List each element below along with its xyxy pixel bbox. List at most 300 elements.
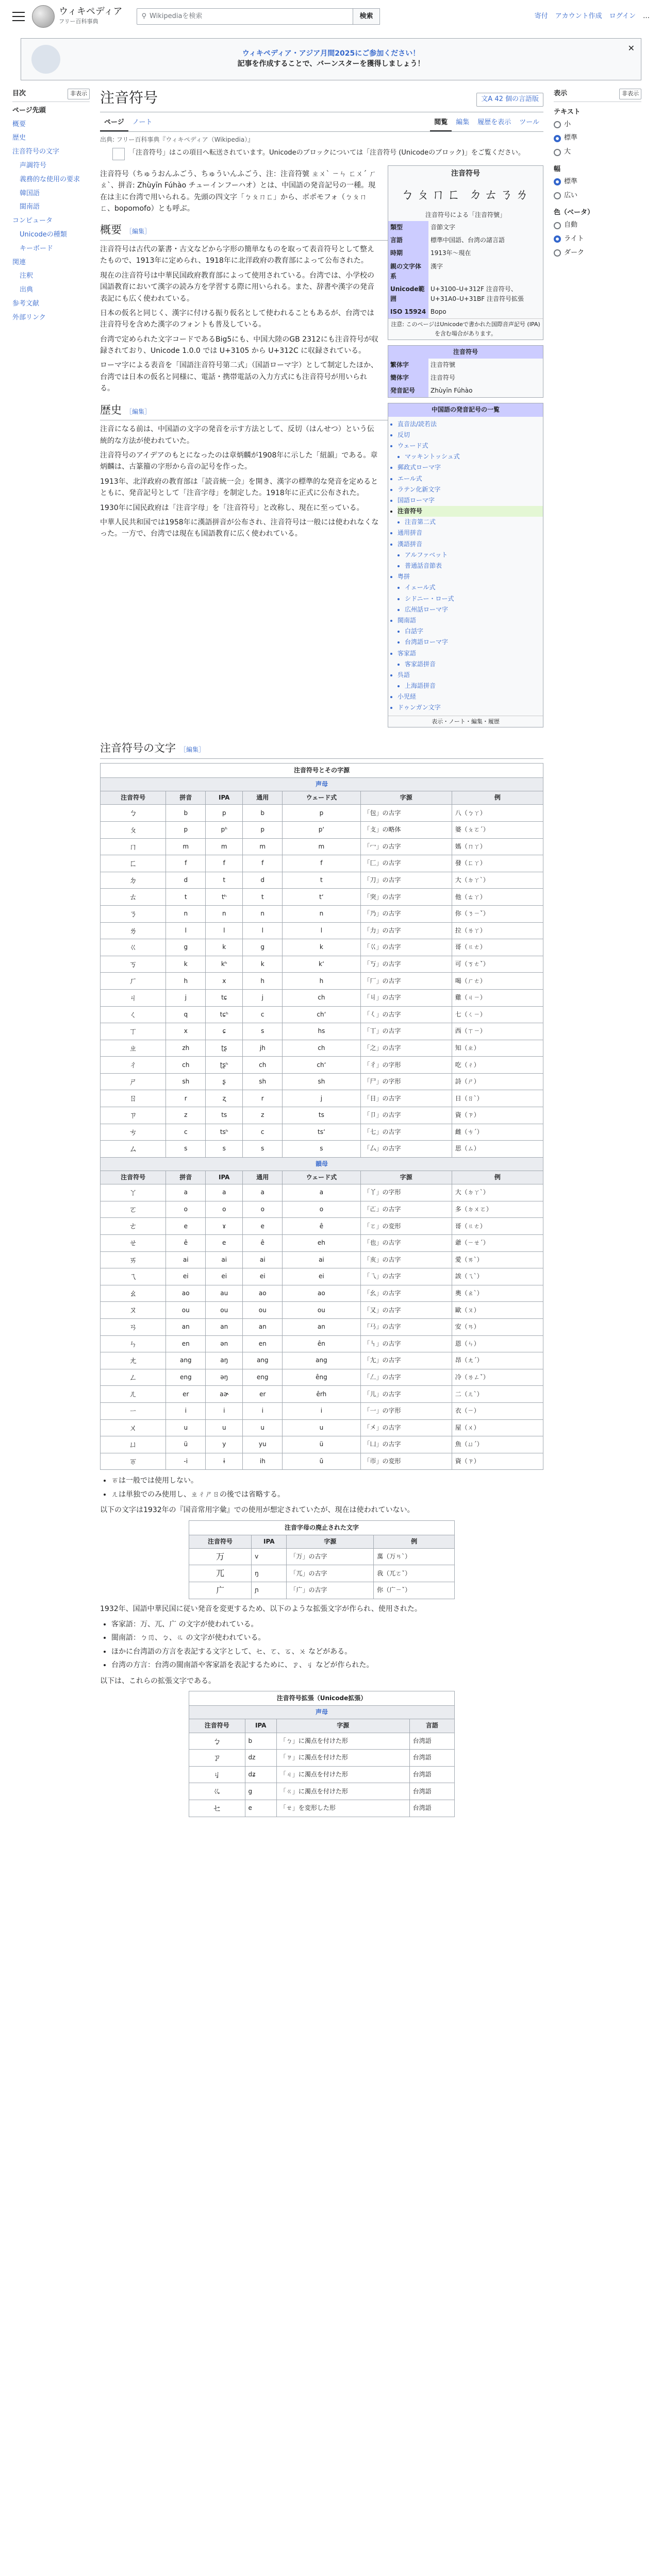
appearance-option[interactable] [554,218,641,232]
edit-link[interactable]: ［編集］ [126,228,151,235]
table-cell: m [166,838,206,855]
bopomofo-table [100,763,543,1470]
table-cell: 「𠃑」の古字 [360,1335,452,1352]
series-item[interactable]: • 客家語 [398,648,543,659]
infobox-glyphs: ㄅㄆㄇㄈ ㄉㄊㄋㄌ [400,187,531,203]
table-cell: 雞（ㄐㄧ） [452,989,543,1006]
series-item[interactable]: • 広州話ローマ字 [405,604,543,615]
appearance-option[interactable] [554,131,641,145]
infobox-small-row [388,359,543,371]
logo-title: ウィキペディア [59,6,123,18]
table-cell: 「也」の古字 [360,1235,452,1252]
appearance-option[interactable] [554,118,641,132]
series-item[interactable]: • 呉語 [398,670,543,681]
table-cell: d [243,872,283,889]
toc-item[interactable]: コンピュータ [12,217,53,225]
table-cell: ㄥ [101,1369,166,1386]
table-caption: 注音字母の廃止された文字 [189,1520,455,1535]
series-item[interactable]: • 漢語拼音 [398,539,543,550]
page-title-bar [100,87,543,112]
infobox-value: 漢字 [431,262,443,270]
series-item[interactable]: • 郵政式ローマ字 [398,462,543,473]
table-cell: e [166,1218,206,1235]
table-cell: n [243,905,283,922]
table-cell: ㄅ [101,805,166,822]
appearance-option[interactable] [554,189,641,203]
table-cell: sh [166,1073,206,1090]
table-cell: au [206,1285,243,1302]
series-item[interactable]: • 粤拼 [398,571,543,582]
table-cell: ou [283,1302,360,1319]
table-cell: 「㐅」の古字 [360,1419,452,1436]
table-cell: ai [206,1251,243,1268]
table-cell: z [243,1107,283,1124]
table-cell: ㄚ [101,1184,166,1201]
table-group-row [189,1706,455,1719]
infobox-row [388,306,543,318]
appearance-group-label: テキスト [554,108,581,116]
infobox-value: 音節文字 [431,223,456,231]
table-cell: eng [166,1369,206,1386]
table-cell: i [243,1402,283,1419]
table-row [101,1268,543,1285]
tab-edit[interactable]: 編集 [456,118,470,126]
table-cell: l [243,922,283,939]
table-cell: 「𢎘」の古字 [360,1318,452,1335]
radio-icon[interactable] [554,192,561,199]
appearance-option[interactable] [554,246,641,260]
table-cell: əŋ [206,1369,243,1386]
column-header: 拼音 [166,791,206,805]
table-cell: 台湾語 [409,1750,454,1767]
note-item: • ㄭは一般では使用しない。 [111,1474,543,1487]
table-cell: ih [243,1453,283,1470]
table-cell: t [206,872,243,889]
translate-icon: 文A [481,95,495,103]
table-cell: 你（ㄬㄧˇ） [374,1582,455,1599]
appearance-option[interactable] [554,232,641,246]
paragraph: 注音になる前は、中国語の文字の発音を示す方法として、反切（はんせつ）という伝統的な方法が使われていた。 [100,425,374,445]
column-header: 例 [452,791,543,805]
table-group-label[interactable]: 声母 [189,1706,455,1719]
language-button[interactable] [476,93,543,107]
table-cell: aŋ [206,1352,243,1369]
toc-item[interactable]: 歴史 [12,134,26,142]
table-cell: pʰ [206,821,243,838]
radio-icon[interactable] [554,249,561,257]
site-logo[interactable] [32,5,122,28]
appearance-option-label: 大 [564,148,571,156]
infobox-key: 言語 [388,234,428,247]
table-cell: kʰ [206,956,243,973]
table-cell: g [245,1783,276,1800]
appearance-option-label: 標準 [564,134,578,142]
toc-item[interactable]: 韓国語 [20,189,40,197]
table-cell: c [243,1006,283,1023]
login-link[interactable]: ログイン [609,12,636,20]
infobox-row [388,221,543,234]
table-cell: i [166,1402,206,1419]
table-cell: jh [243,1040,283,1057]
table-cell: ㄘ [101,1124,166,1141]
paragraph: 注音符号は古代の篆書・古文などから字形の簡単なものを取って表音符号として整えたもので、1913年に定められ、1918年に北洋政府の教育部によって公布された。 [100,245,374,265]
series-item[interactable]: • 客家語拼音 [405,659,543,670]
paragraph: 現在の注音符号は中華民国政府教育部によって使用されている。台湾では、小学校の国語教育において漢字の読み方を学習する際に用いられる。また、辞書や漢字の発音表記にも広く使われている。 [100,271,374,303]
table-row [101,1302,543,1319]
table-cell: tsʰ [206,1124,243,1141]
table-cell: ei [206,1268,243,1285]
infobox-small-row [388,371,543,384]
table-cell: p [243,821,283,838]
table-cell: ən [206,1335,243,1352]
series-footer[interactable]: 表示・ノート・編集・履歴 [388,716,543,727]
table-cell: m [206,838,243,855]
table-cell: r [243,1090,283,1107]
table-cell: 「丅」の古字 [360,1023,452,1040]
edit-link[interactable]: ［編集］ [180,746,205,754]
table-cell: ai [243,1251,283,1268]
infobox-small-value: Zhùyīn Fúhào [431,387,473,395]
infobox-key: ISO 15924 [388,306,428,318]
more-icon[interactable]: … [643,12,650,20]
radio-icon[interactable] [554,235,561,243]
table-cell: er [243,1386,283,1403]
infobox-caption: 注音符号による「注音符號」 [425,211,506,218]
table-cell: ê [283,1218,360,1235]
table-caption: 注音符号とその字源 [101,763,543,777]
table-row [101,1201,543,1218]
series-item[interactable]: • 閩南語 [398,615,543,626]
infobox-small-title: 注音符号 [388,346,543,359]
column-header: 字源 [276,1719,409,1733]
user-links [535,11,650,22]
table-cell: s [243,1141,283,1158]
table-header-row [189,1535,455,1548]
infobox-row [388,234,543,247]
table-cell: 「厂」の古字 [360,973,452,990]
table-cell: r [166,1090,206,1107]
table-cell: ɲ [252,1582,287,1599]
table-cell: p [166,821,206,838]
search-input[interactable] [137,8,353,25]
table-cell: ɨ [206,1453,243,1470]
series-item[interactable]: • 注音符号 [398,506,543,517]
table-cell: a [166,1184,206,1201]
toc-item[interactable]: 関連 [12,258,26,266]
table-cell: m [283,838,360,855]
appearance-option[interactable] [554,175,641,189]
series-item[interactable]: • 国語ローマ字 [398,495,543,506]
column-header: 字源 [360,1171,452,1184]
appearance-header [554,87,641,102]
series-item[interactable]: • アルファベット [405,550,543,561]
table-cell: 「𡿨」の古字 [360,1006,452,1023]
infobox-value: 標準中国語、台湾の諸言語 [431,236,505,244]
infobox-small-value: 注音符号 [431,374,456,382]
table-header-row [189,1719,455,1733]
table-cell: ㄇ [101,838,166,855]
table-cell: m [243,838,283,855]
toc-title: 目次 [12,90,26,97]
toc-item[interactable]: 注音符号の文字 [12,148,60,156]
series-item[interactable]: • ラテン化新文字 [398,484,543,495]
series-item[interactable]: • 反切 [398,430,543,440]
page-source: 出典: フリー百科事典『ウィキペディア（Wikipedia）』 [100,135,254,143]
table-cell: ɤ [206,1218,243,1235]
table-cell: n [283,905,360,922]
table-row [101,1184,543,1201]
toc-item[interactable]: 概要 [12,120,26,128]
toc-list [12,102,90,325]
page-title: 注音符号 [100,89,158,106]
column-header: IPA [245,1719,276,1733]
table-cell: e [245,1800,276,1817]
table-row [101,1141,543,1158]
table-cell: ㆤ [189,1800,245,1817]
table-cell: dz [245,1750,276,1767]
table-cell: ê [166,1235,206,1252]
table-cell: 「帀」の変形 [360,1453,452,1470]
tab-talk[interactable]: ノート [132,118,153,126]
table-cell: y [206,1436,243,1453]
table-row [101,939,543,956]
table-cell: ch [243,1057,283,1074]
table-header-row [101,791,543,805]
table-cell: 「之」の古字 [360,1040,452,1057]
table-cell: ŭ [283,1453,360,1470]
tab-page[interactable]: ページ [100,115,128,131]
table-cell: a [243,1184,283,1201]
search-placeholder: Wikipediaを検索 [150,12,203,20]
table-cell: a [206,1184,243,1201]
table-cell: b [166,805,206,822]
paragraph: 日本の仮名と同じく、漢字に付ける振り仮名として使われることもあるが、台湾では注音符号を含めた漢字のフォントも普及している。 [100,309,374,329]
table-cell: 「丩」の古字 [360,989,452,1006]
table-cell: ʈʂ [206,1040,243,1057]
table-cell: 「乃」の古字 [360,905,452,922]
table-cell: ㄑ [101,1006,166,1023]
radio-icon[interactable] [554,222,561,229]
table-cell: hs [283,1023,360,1040]
table-cell: sh [283,1073,360,1090]
infobox-row [388,247,543,260]
table-row [101,1006,543,1023]
hamburger-icon[interactable] [12,10,25,23]
table-cell: ㆠ [189,1733,245,1750]
table-row [189,1783,455,1800]
toc-item[interactable]: 閩南語 [20,203,40,211]
table-cell: 大（ㄉㄚˋ） [452,1184,543,1201]
logo-subtitle: フリー百科事典 [59,18,98,25]
table-cell: tɕʰ [206,1006,243,1023]
globe-logo-icon [32,5,55,28]
series-item[interactable]: • ウェード式 [398,440,543,451]
table-cell: 拉（ㄌㄚ） [452,922,543,939]
table-cell: 哥（ㄍㄜ） [452,1218,543,1235]
toc-hide-button[interactable]: 非表示 [68,89,90,99]
appearance-panel [554,87,641,1821]
table-row [101,1402,543,1419]
appearance-option-label: 自動 [564,221,578,229]
table-row [101,1235,543,1252]
table-cell: 「𠀀」の古字 [360,1201,452,1218]
table-cell: 「ㄅ」に濁点を付けた形 [276,1733,409,1750]
table-cell: o [283,1201,360,1218]
table-caption: 注音符号拡張（Unicode拡張） [189,1691,455,1706]
toc-item[interactable]: 外部リンク [12,313,46,321]
tab-read[interactable]: 閲覧 [430,115,452,131]
appearance-option[interactable] [554,145,641,159]
table-cell: 冷（ㄌㄥˇ） [452,1369,543,1386]
table-row [189,1565,455,1582]
table-cell: ʂ [206,1073,243,1090]
infobox-row [388,260,543,283]
table-cell: sh [243,1073,283,1090]
table-cell: êrh [283,1386,360,1403]
series-item[interactable]: • 普通話音節表 [405,561,543,571]
table-group-label[interactable]: 韻母 [101,1157,543,1171]
table-row [101,1073,543,1090]
column-header: IPA [206,791,243,805]
table-cell: u [243,1419,283,1436]
table-cell: ㄨ [101,1419,166,1436]
search-button[interactable]: 検索 [353,8,379,25]
radio-icon[interactable] [554,121,561,128]
infobox-small-row [388,384,543,397]
table-cell: l [206,922,243,939]
table-cell: h [243,973,283,990]
table-cell: z [166,1107,206,1124]
table-cell: 「攴」の略体 [360,821,452,838]
note-item: • ㄦは単独でのみ使用し、ㄓㄔㄕㄖの後では省略する。 [111,1488,543,1501]
table-cell: 資（ㄗ） [452,1453,543,1470]
series-item[interactable]: • エール式 [398,473,543,484]
toc-item[interactable]: 注釈 [20,272,34,280]
series-item[interactable]: • マッキントッシュ式 [405,451,543,462]
infobox-small [388,345,543,398]
table-cell: ei [243,1268,283,1285]
extension-bullets [100,1618,543,1672]
table-cell: j [243,989,283,1006]
banner-line-1[interactable]: ウィキペディア・アジア月間2025にご参加ください！ [242,49,420,58]
table-cell: ai [166,1251,206,1268]
table-cell: ㄝ [101,1235,166,1252]
table-group-row [101,778,543,791]
toc-item[interactable]: キーボード [20,244,54,252]
table-row [101,1040,543,1057]
table-cell: o [243,1201,283,1218]
obsolete-letters-table [189,1520,455,1599]
table-cell: 「广」の古字 [287,1582,374,1599]
series-item[interactable]: • 台湾語ローマ字 [405,637,543,648]
close-icon[interactable]: ✕ [627,43,635,53]
edit-link[interactable]: ［編集］ [126,408,151,415]
bullet-item: • 閩南語：ㄅㆬ、ㆠ、ㆣ の文字が使われている。 [111,1631,543,1645]
table-cell: ang [166,1352,206,1369]
table-cell: l [283,922,360,939]
series-item[interactable]: • シドニー・ロー式 [405,594,543,604]
paragraph: ローマ字による表音を「国語注音符号第二式」（国語ローマ字）として制定したほか、台湾では日本の仮名と同様に、電話・携帯電話の入力方式にも注音符号が用いられる。 [100,361,378,393]
tab-history[interactable]: 履歴を表示 [477,118,511,126]
series-item[interactable]: • 上海語拼音 [405,681,543,691]
column-header: ウェード式 [283,1171,360,1184]
table-row [101,805,543,822]
table-cell: 「匚」の古字 [360,855,452,872]
radio-icon[interactable] [554,149,561,156]
series-item[interactable]: • 小児経 [398,691,543,702]
series-item[interactable]: • ドゥンガン文字 [398,702,543,713]
radio-icon[interactable] [554,135,561,142]
toc-item[interactable]: 出典 [20,286,34,294]
table-cell: ao [283,1285,360,1302]
table-cell: k [206,939,243,956]
table-cell: 「兀」の古字 [287,1565,374,1582]
table-row [101,1090,543,1107]
toc-item[interactable]: Unicodeの種類 [20,230,67,239]
table-cell: chʻ [283,1006,360,1023]
table-cell: 詩（ㄕ） [452,1073,543,1090]
table-cell: a [283,1184,360,1201]
table-cell: ch [283,989,360,1006]
toc-item[interactable]: 義務的な使用の要求 [20,175,80,183]
series-item[interactable]: • 通用拼音 [398,528,543,538]
table-cell: j [283,1090,360,1107]
column-header: 通用 [243,1171,283,1184]
table-row [101,1285,543,1302]
column-header: 拼音 [166,1171,206,1184]
table-cell: 「乁」の古字 [360,1268,452,1285]
table-cell: 知（ㄓ） [452,1040,543,1057]
table-cell: 台湾語 [409,1783,454,1800]
table-row [101,989,543,1006]
infobox-value: 1913年～現在 [431,249,471,257]
table-cell: ㄒ [101,1023,166,1040]
appearance-options [554,107,641,260]
series-item[interactable]: • 注音第二式 [405,517,543,528]
toc-item[interactable]: 参考文献 [12,299,40,308]
section-title-rekishi: 歴史 [100,403,122,416]
table-cell: an [243,1318,283,1335]
table-cell: ü [283,1436,360,1453]
table-cell: 我（ㄫㄛˇ） [374,1565,455,1582]
toc-item[interactable]: 声調符号 [20,161,47,170]
appearance-hide-button[interactable]: 非表示 [619,89,641,99]
table-cell: 恩（ㄣ） [452,1335,543,1352]
column-header: 例 [374,1535,455,1548]
table-cell: g [166,939,206,956]
table-group-label[interactable]: 声母 [101,778,543,791]
radio-icon[interactable] [554,178,561,185]
column-header: 字源 [360,791,452,805]
table-cell: ㄦ [101,1386,166,1403]
table-cell: ɕ [206,1023,243,1040]
table-cell: ㄗ [101,1107,166,1124]
donate-link[interactable]: 寄付 [534,12,548,20]
create-account-link[interactable]: アカウント作成 [555,12,602,20]
table-cell: 「一」の字形 [360,1402,452,1419]
table-cell: h [283,973,360,990]
table-cell: ʈʂʰ [206,1057,243,1074]
table-cell: ㄕ [101,1073,166,1090]
appearance-option-label: ダーク [564,248,585,257]
toc-item[interactable]: ページ先頭 [12,106,46,114]
table-cell: 「丫」の字形 [360,1184,452,1201]
series-item[interactable]: • 直音法/読若法 [398,419,543,430]
series-item[interactable]: • 白話字 [405,626,543,637]
series-item[interactable]: • イェール式 [405,582,543,593]
tab-tools[interactable]: ツール [519,118,539,126]
table-row [101,1453,543,1470]
